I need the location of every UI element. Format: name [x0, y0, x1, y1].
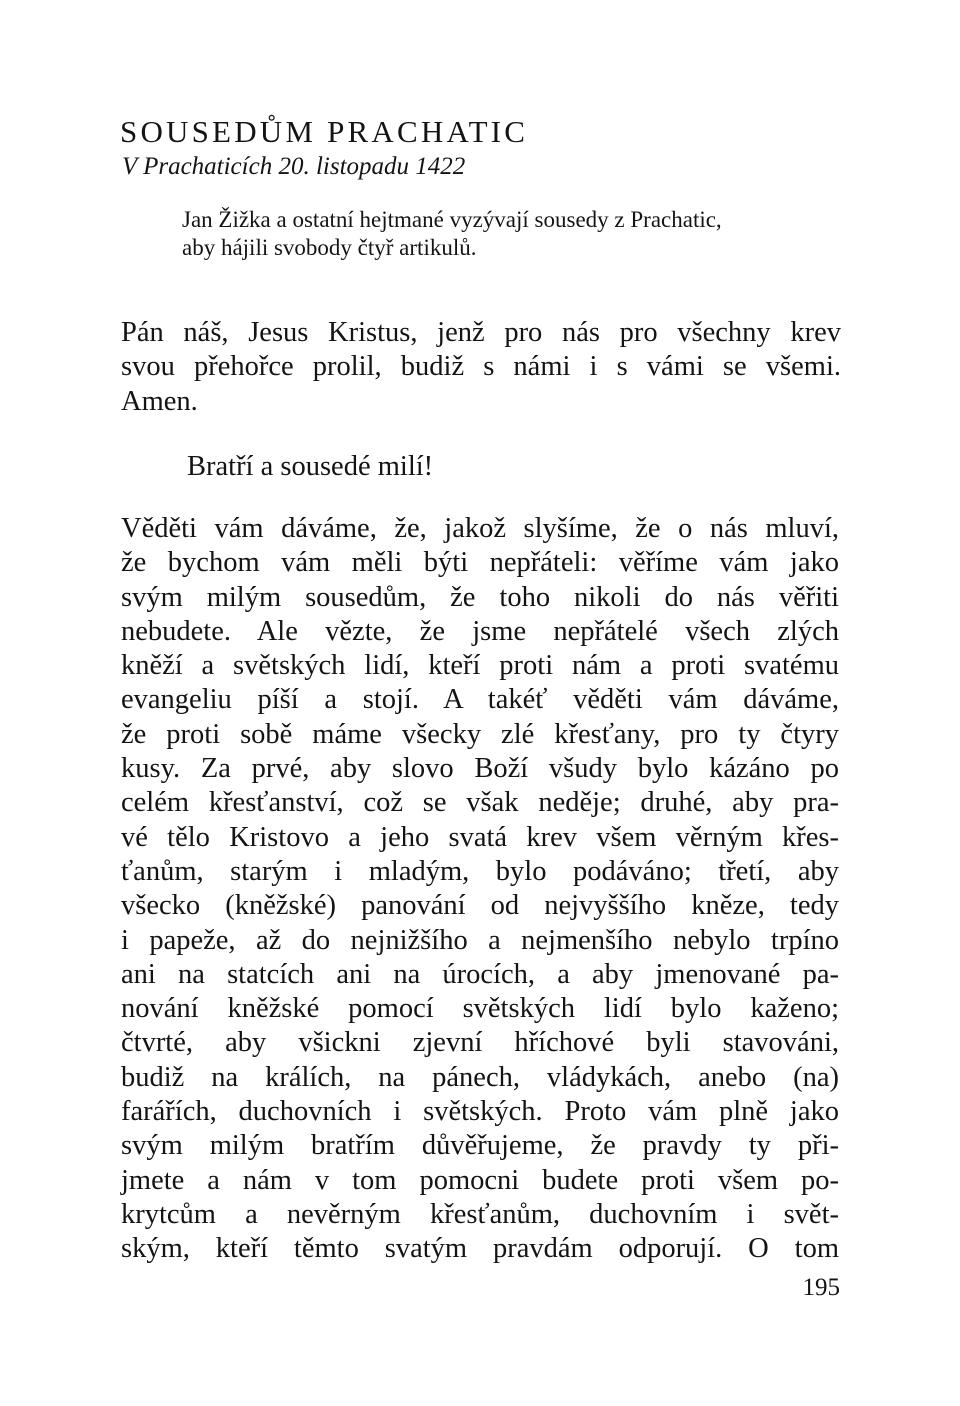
- document-title: SOUSEDŮM PRACHATIC: [120, 114, 529, 149]
- paragraph-line: krytcům a nevěrným křesťanům, duchovním i svět-: [121, 1198, 839, 1230]
- summary-paragraph: [182, 206, 842, 262]
- paragraph-line: evangeliu píší a stojí. A takéť věděti vám dáváme,: [121, 684, 839, 716]
- paragraph-line: ani na statcích ani na úrocích, a aby jmenované pa-: [121, 958, 839, 990]
- paragraph-line: ským, kteří těmto svatým pravdám odporují. O tom: [121, 1233, 839, 1265]
- opening-line: svou přehořce prolil, budiž s námi i s vámi se všemi.: [121, 351, 841, 383]
- paragraph-line: kněží a světských lidí, kteří proti nám a proti svatému: [121, 650, 839, 682]
- paragraph-line: že proti sobě máme všecky zlé křesťany, pro ty čtyry: [121, 718, 839, 750]
- paragraph-line: celém křesťanství, což se však neděje; druhé, aby pra-: [121, 787, 839, 819]
- paragraph-line: jmete a nám v tom pomocni budete proti všem po-: [121, 1164, 839, 1196]
- opening-line: Amen.: [121, 385, 198, 417]
- paragraph-line: nebudete. Ale vězte, že jsme nepřátelé všech zlých: [121, 615, 839, 647]
- paragraph-line: ťanům, starým i mladým, bylo podáváno; třetí, aby: [121, 855, 839, 887]
- paragraph-line: že bychom vám měli býti nepřáteli: věříme vám jako: [121, 547, 839, 579]
- summary-line: Jan Žižka a ostatní hejtmané vyzývají sousedy z Prachatic,: [182, 207, 722, 232]
- paragraph-line: budiž na králích, na pánech, vládykách, anebo (na): [121, 1061, 839, 1093]
- paragraph-line: čtvrté, aby všickni zjevní hříchové byli stavováni,: [121, 1027, 839, 1059]
- main-paragraph: [121, 512, 839, 1267]
- paragraph-line: svým milým bratřím důvěřujeme, že pravdy ty při-: [121, 1130, 839, 1162]
- dateline: V Prachaticích 20. listopadu 1422: [122, 153, 466, 180]
- salutation: Bratří a sousedé milí!: [187, 451, 434, 482]
- paragraph-line: i papeže, až do nejnižšího a nejmenšího nebylo trpíno: [121, 924, 839, 956]
- paragraph-line: Věděti vám dáváme, že, jakož slyšíme, že o nás mluví,: [121, 513, 839, 544]
- opening-line: Pán náš, Jesus Kristus, jenž pro nás pro všechny krev: [121, 317, 841, 348]
- paragraph-line: kusy. Za prvé, aby slovo Boží všudy bylo kázáno po: [121, 753, 839, 785]
- paragraph-line: všecko (kněžské) panování od nejvyššího kněze, tedy: [121, 890, 839, 922]
- paragraph-line: nování kněžské pomocí světských lidí bylo kaženo;: [121, 993, 839, 1025]
- opening-paragraph: [121, 316, 841, 419]
- paragraph-line: vé tělo Kristovo a jeho svatá krev všem věrným křes-: [121, 821, 839, 853]
- paragraph-line: farářích, duchovních i světských. Proto vám plně jako: [121, 1096, 839, 1128]
- paragraph-line: svým milým sousedům, že toho nikoli do nás věřiti: [121, 581, 839, 613]
- summary-line: aby hájili svobody čtyř artikulů.: [182, 235, 477, 260]
- page-number: 195: [802, 1274, 840, 1301]
